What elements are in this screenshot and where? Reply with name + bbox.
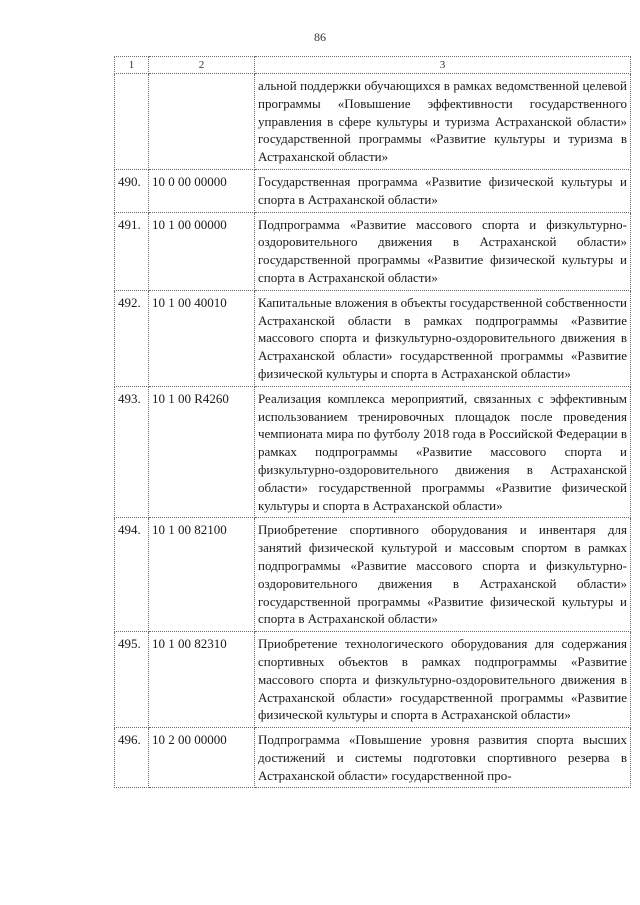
table-row xyxy=(115,632,631,728)
column-header-number: 1 xyxy=(115,57,149,74)
table-row xyxy=(115,169,631,212)
table-row xyxy=(115,386,631,518)
budget-classification-table xyxy=(114,56,631,788)
row-number: 492. xyxy=(115,290,149,386)
row-number: 496. xyxy=(115,728,149,788)
column-header-code: 2 xyxy=(149,57,255,74)
row-description: Подпрограмма «Развитие массового спорта и физкультурно-оздоровительного движения в Астраханской области» государственной программы «Развитие физической культуры и спорта в Астраханской области» xyxy=(255,212,631,290)
row-code: 10 1 00 40010 xyxy=(149,290,255,386)
row-description: Подпрограмма «Повышение уровня развития спорта высших достижений и системы подготовки спортивного резерва в Астраханской области» государственной про- xyxy=(255,728,631,788)
table-row xyxy=(115,728,631,788)
row-code: 10 2 00 00000 xyxy=(149,728,255,788)
row-description: Приобретение технологического оборудования для содержания спортивных объектов в рамках подпрограммы «Развитие массового спорта и физкультурно-оздоровительного движения в Астраханской области» государственной программы «Развитие физической культуры и спорта в Астраханской области» xyxy=(255,632,631,728)
column-header-description: 3 xyxy=(255,57,631,74)
table-row xyxy=(115,290,631,386)
table-header-row xyxy=(115,57,631,74)
row-description: Капитальные вложения в объекты государственной собственности Астраханской области в рамках подпрограммы «Развитие массового спорта и физкультурно-оздоровительного движения в Астраханской области» государственной программы «Развитие физической культуры и спорта в Астраханской области» xyxy=(255,290,631,386)
table-row xyxy=(115,518,631,632)
row-number: 494. xyxy=(115,518,149,632)
row-code: 10 0 00 00000 xyxy=(149,169,255,212)
row-number: 495. xyxy=(115,632,149,728)
page-number: 86 xyxy=(314,30,326,44)
row-code: 10 1 00 82100 xyxy=(149,518,255,632)
row-number: 490. xyxy=(115,169,149,212)
row-code: 10 1 00 00000 xyxy=(149,212,255,290)
row-code: 10 1 00 82310 xyxy=(149,632,255,728)
row-code xyxy=(149,74,255,170)
row-description: Государственная программа «Развитие физической культуры и спорта в Астраханской области» xyxy=(255,169,631,212)
row-number: 491. xyxy=(115,212,149,290)
row-number xyxy=(115,74,149,170)
table-row xyxy=(115,74,631,170)
table-row xyxy=(115,212,631,290)
row-number: 493. xyxy=(115,386,149,518)
row-description: альной поддержки обучающихся в рамках ведомственной целевой программы «Повышение эффективности государственного управления в сфере культуры и туризма Астраханской области» государственной программы «Развитие культуры и туризма в Астраханской области» xyxy=(255,74,631,170)
row-code: 10 1 00 R4260 xyxy=(149,386,255,518)
row-description: Приобретение спортивного оборудования и инвентаря для занятий физической культурой и массовым спортом в рамках подпрограммы «Развитие массового спорта и физкультурно-оздоровительного движения в Астраханской области» государственной программы «Развитие физической культуры и спорта в Астраханской области» xyxy=(255,518,631,632)
row-description: Реализация комплекса мероприятий, связанных с эффективным использованием тренировочных площадок после проведения чемпионата мира по футболу 2018 года в Российской Федерации в рамках подпрограммы «Развитие массового спорта и физкультурно-оздоровительного движения в Астраханской области» государственной программы «Развитие физической культуры и спорта в Астраханской области» xyxy=(255,386,631,518)
